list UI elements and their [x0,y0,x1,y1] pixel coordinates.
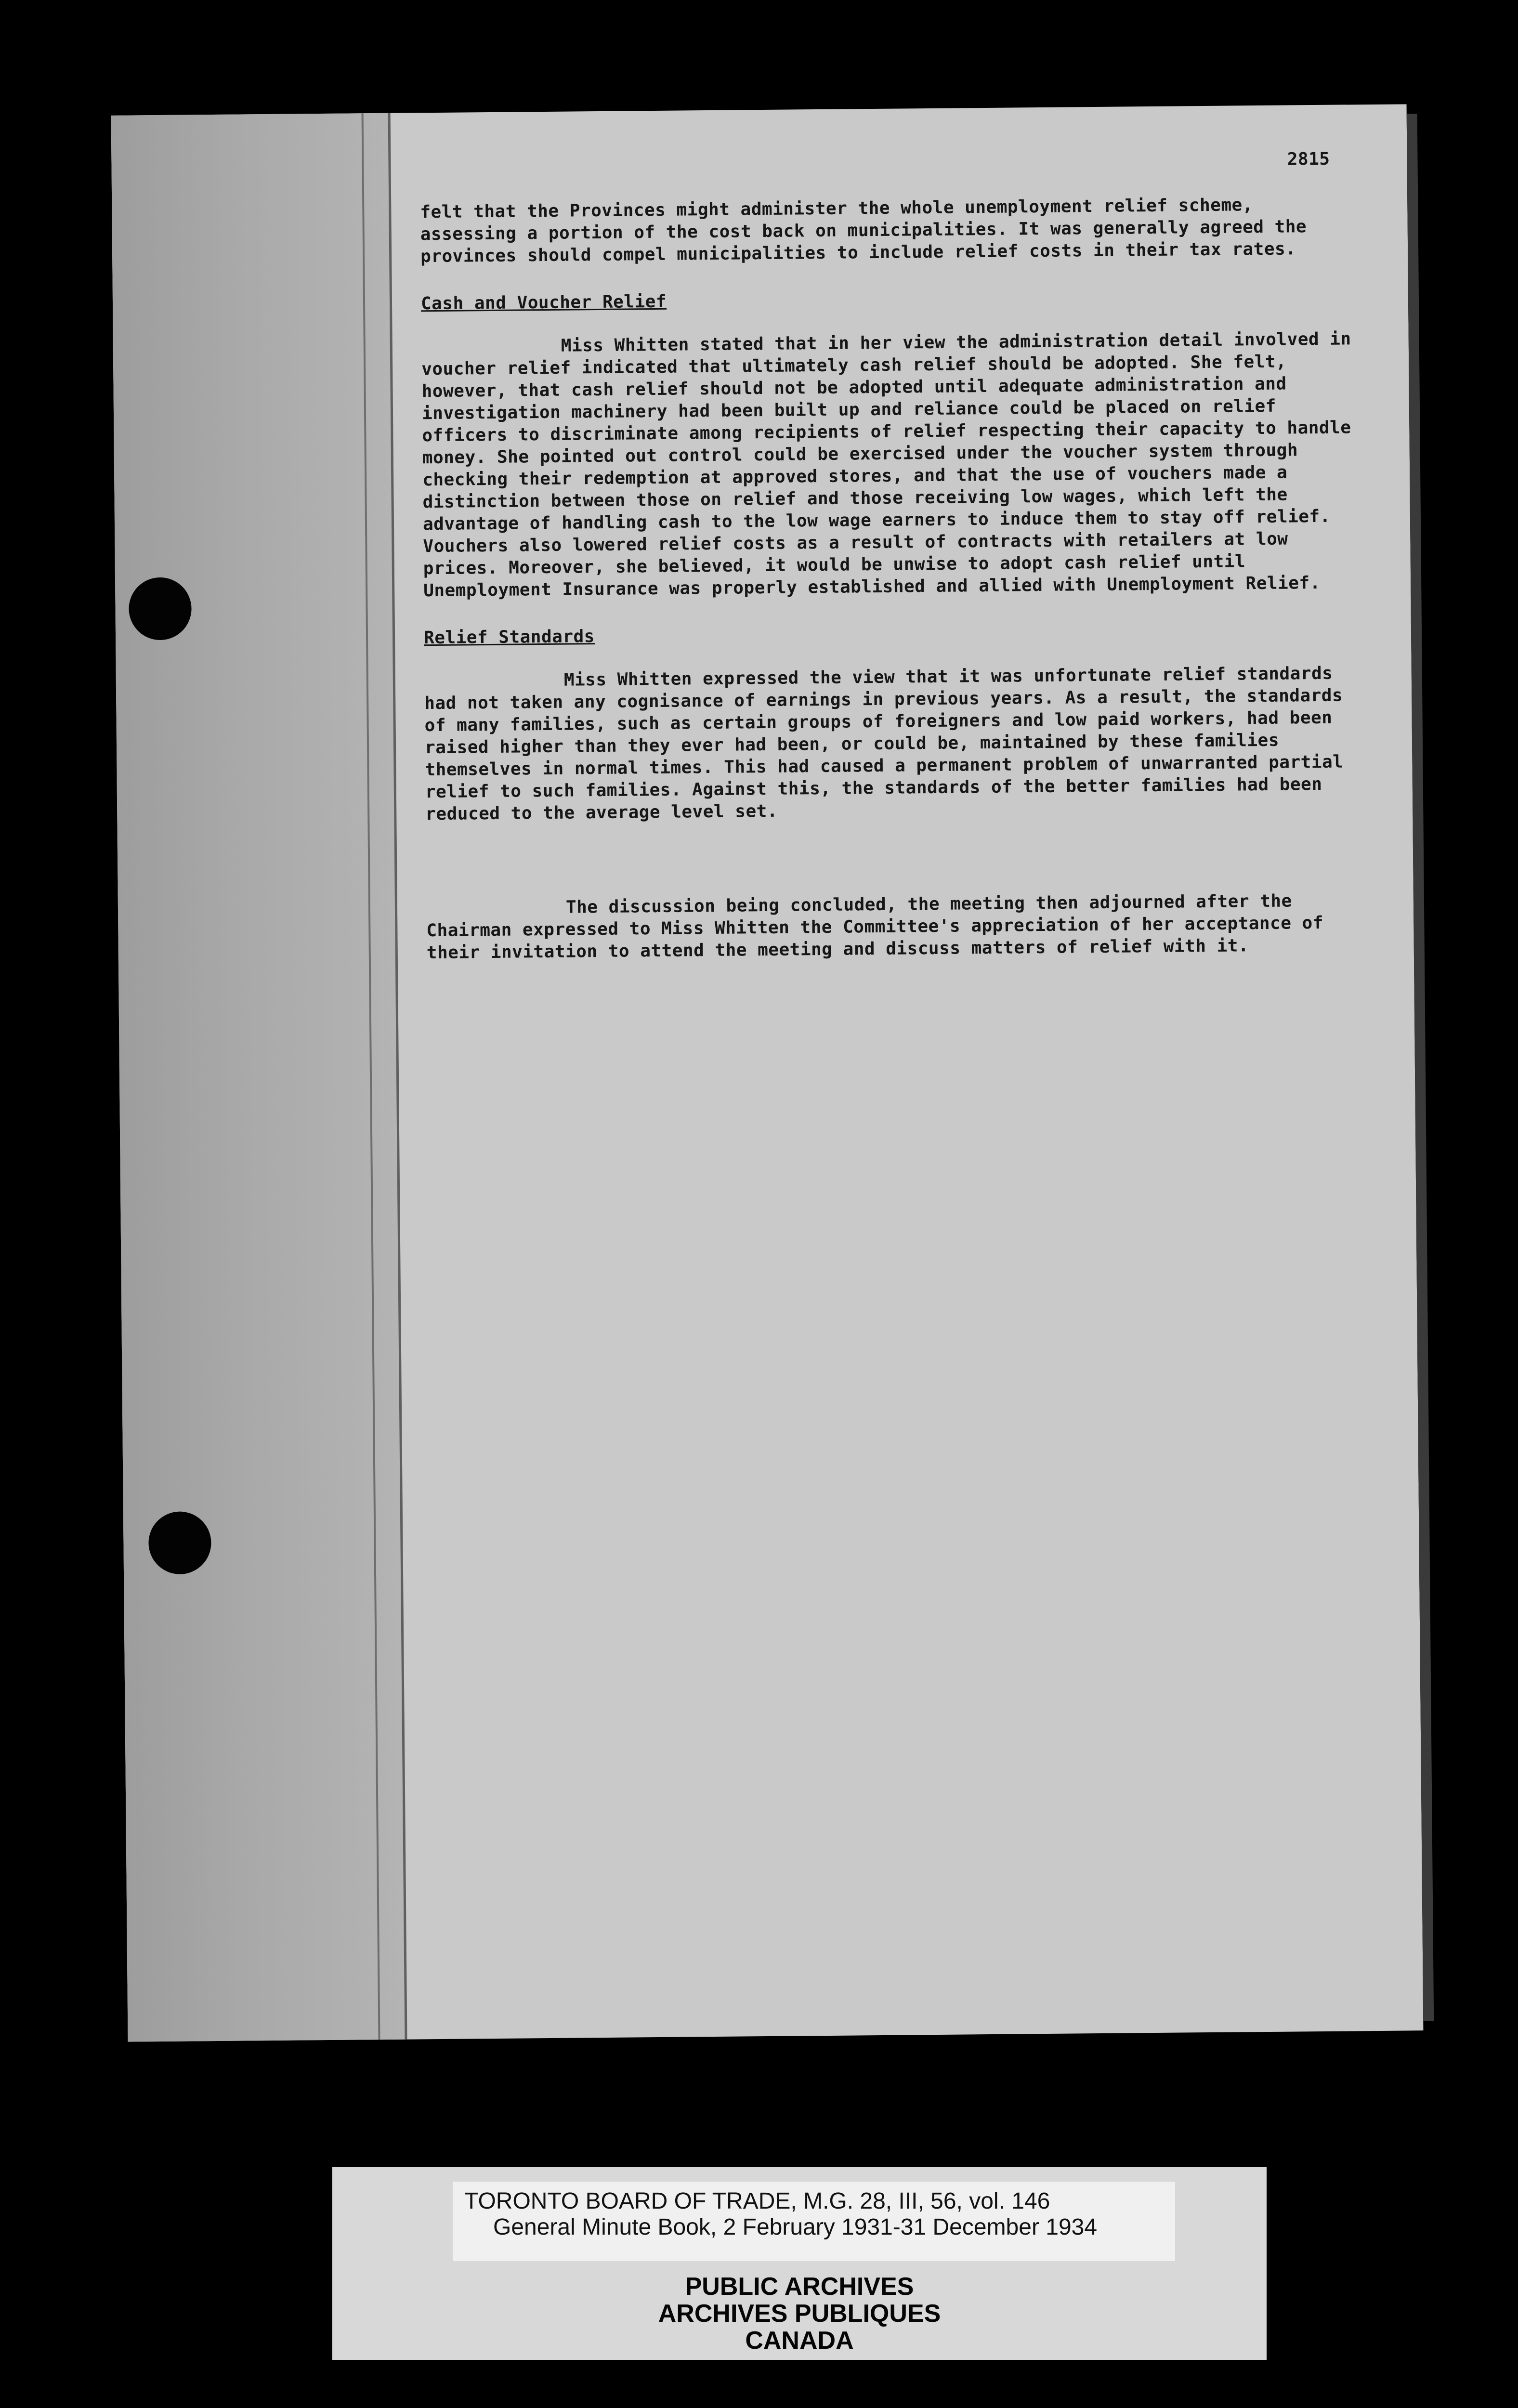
page-edge-shadow [1407,114,1434,2021]
archive-reference-line: TORONTO BOARD OF TRADE, M.G. 28, III, 56, vol. 146 [464,2188,1050,2214]
binding-margin [111,113,407,2042]
document-page [111,104,1424,2042]
section-heading: Cash and Voucher Relief [420,291,667,314]
archives-stamp [332,2273,1267,2354]
punch-hole-icon [129,577,192,640]
archive-reference [453,2182,1175,2261]
punch-hole-icon [148,1511,211,1574]
archives-stamp-line: ARCHIVES PUBLIQUES [658,2300,941,2328]
page-number: 2815 [1287,149,1330,170]
paragraph: Miss Whitten stated that in her view the administration detail involved in voucher relief indicated that ultimately cash relief should be adopted. She felt, however, that cash relief should not be adopted until adequate administration and investigation machinery had been built up and reliance could be placed on relief officers to discriminate among recipients of relief respecting their capacity to handle money. She pointed out control could be exercised under the voucher system through checking their redemption at approved stores, and that the use of vouchers made a distinction between those on relief and those receiving low wages, which left the advantage of handling cash to the low wage earners to induce them to stay off relief. Vouchers also lowered relief costs as a result of contracts with retailers at low prices. Moreover, she believed, it would be unwise to adopt cash relief until Unemployment Insurance was properly established and allied with Unemployment Relief. [421,329,1351,601]
section-heading: Relief Standards [423,627,595,648]
paragraph: The discussion being concluded, the meeting then adjourned after the Chairman expressed to Miss Whitten the Committee's appreciation of her acceptance of their invitation to attend the meeting and discuss matters of relief with it. [426,891,1324,963]
paragraph: Miss Whitten expressed the view that it was unfortunate relief standards had not taken any cognisance of earnings in previous years. As a result, the standards of many families, such as certain groups of foreigners and low paid workers, had been raised higher than they ever had been, or could be, maintained by these families themselves in normal times. This had caused a permanent problem of unwarranted partial relief to such families. Against this, the standards of the better families had been reduced to the average level set. [424,663,1344,824]
paragraph: felt that the Provinces might administer the whole unemployment relief scheme, assessing a portion of the cost back on municipalities. It was generally agreed the provinces should compel municipalities to include relief costs in their tax rates. [420,195,1307,267]
archives-stamp-line: CANADA [745,2327,854,2355]
archive-reference-line: General Minute Book, 2 February 1931-31 December 1934 [493,2214,1098,2240]
archive-label [332,2167,1267,2360]
typed-text-body [419,148,1366,964]
archives-stamp-line: PUBLIC ARCHIVES [685,2273,914,2301]
